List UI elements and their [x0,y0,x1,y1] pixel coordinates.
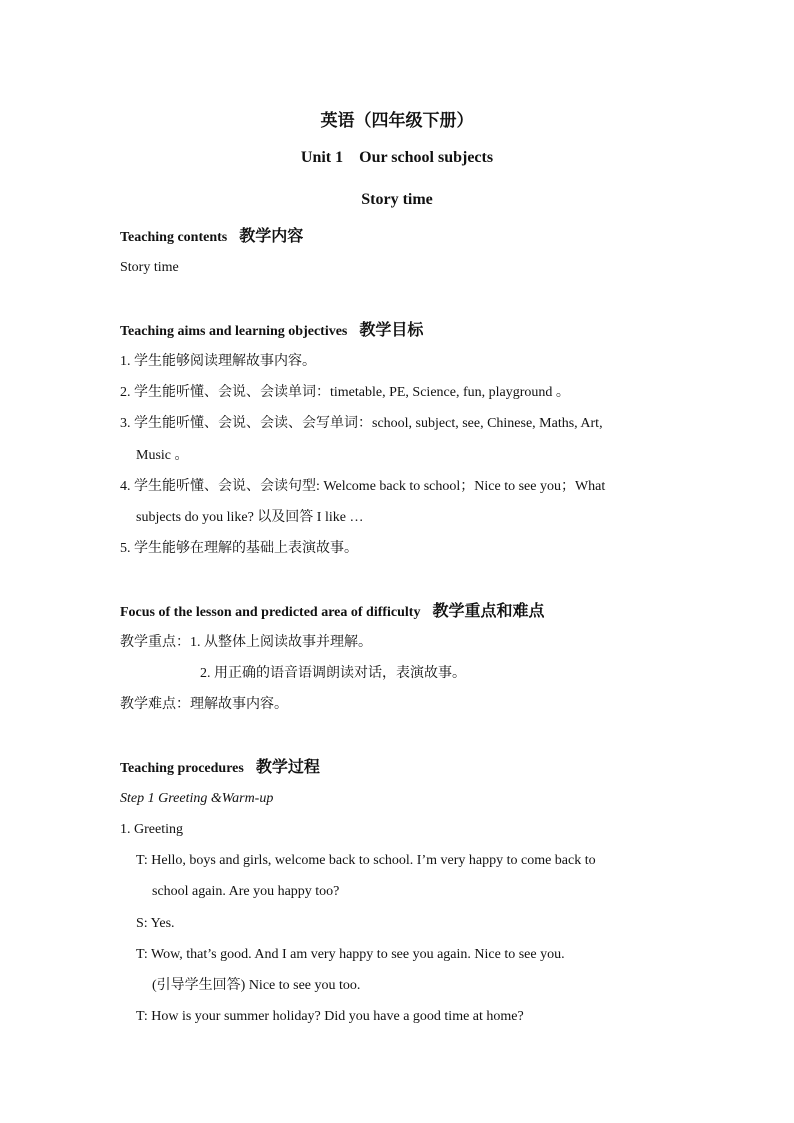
dialogue-line: T: Hello, boys and girls, welcome back to school. I’m very happy to come back to [136,853,596,868]
dialogue-line: T: Wow, that’s good. And I am very happy to see you again. Nice to see you. [136,947,565,962]
document-title: 英语（四年级下册） [320,111,474,130]
aim-item-continued: subjects do you like? 以及回答 I like … [136,510,364,525]
focus-heading-cn: 教学重点和难点 [432,603,545,620]
procedures-heading-en: Teaching procedures [120,761,244,776]
focus-difficulty: 教学难点：理解故事内容。 [120,697,288,712]
dialogue-line: (引导学生回答) Nice to see you too. [152,978,361,993]
aim-item: 1. 学生能够阅读理解故事内容。 [120,354,316,369]
focus-key-point-2: 2. 用正确的语音语调朗读对话，表演故事。 [200,666,466,681]
aim-item-continued: Music 。 [136,448,189,463]
aim-item: 3. 学生能听懂、会说、会读、会写单词：school, subject, see, Chinese, Maths, Art, [120,416,603,431]
focus-heading-en: Focus of the lesson and predicted area of difficulty [120,605,421,620]
contents-heading [120,227,303,248]
dialogue-line: school again. Are you happy too? [152,884,340,899]
procedures-heading [120,758,320,779]
aims-heading [120,321,423,342]
aim-item: 4. 学生能听懂、会说、会读句型: Welcome back to school；Nice to see you；What [120,479,606,494]
contents-heading-en: Teaching contents [120,230,228,245]
sub-step-greeting: 1. Greeting [120,822,183,837]
contents-text: Story time [120,260,179,275]
focus-key-points: 教学重点：1. 从整体上阅读故事并理解。 [120,635,372,650]
aims-heading-en: Teaching aims and learning objectives [120,324,348,339]
dialogue-line: T: How is your summer holiday? Did you have a good time at home? [136,1009,524,1024]
unit-title: Unit 1 Our school subjects [300,149,494,166]
procedures-heading-cn: 教学过程 [255,759,320,776]
aim-item: 5. 学生能够在理解的基础上表演故事。 [120,541,358,556]
focus-heading [120,602,545,623]
dialogue-line: S: Yes. [136,916,175,931]
contents-heading-cn: 教学内容 [239,228,304,245]
step-1-title: Step 1 Greeting &Warm-up [120,791,274,806]
aim-item: 2. 学生能听懂、会说、会读单词：timetable, PE, Science, fun, playground 。 [120,385,570,400]
aims-heading-cn: 教学目标 [359,322,424,339]
lesson-title: Story time [361,191,433,208]
